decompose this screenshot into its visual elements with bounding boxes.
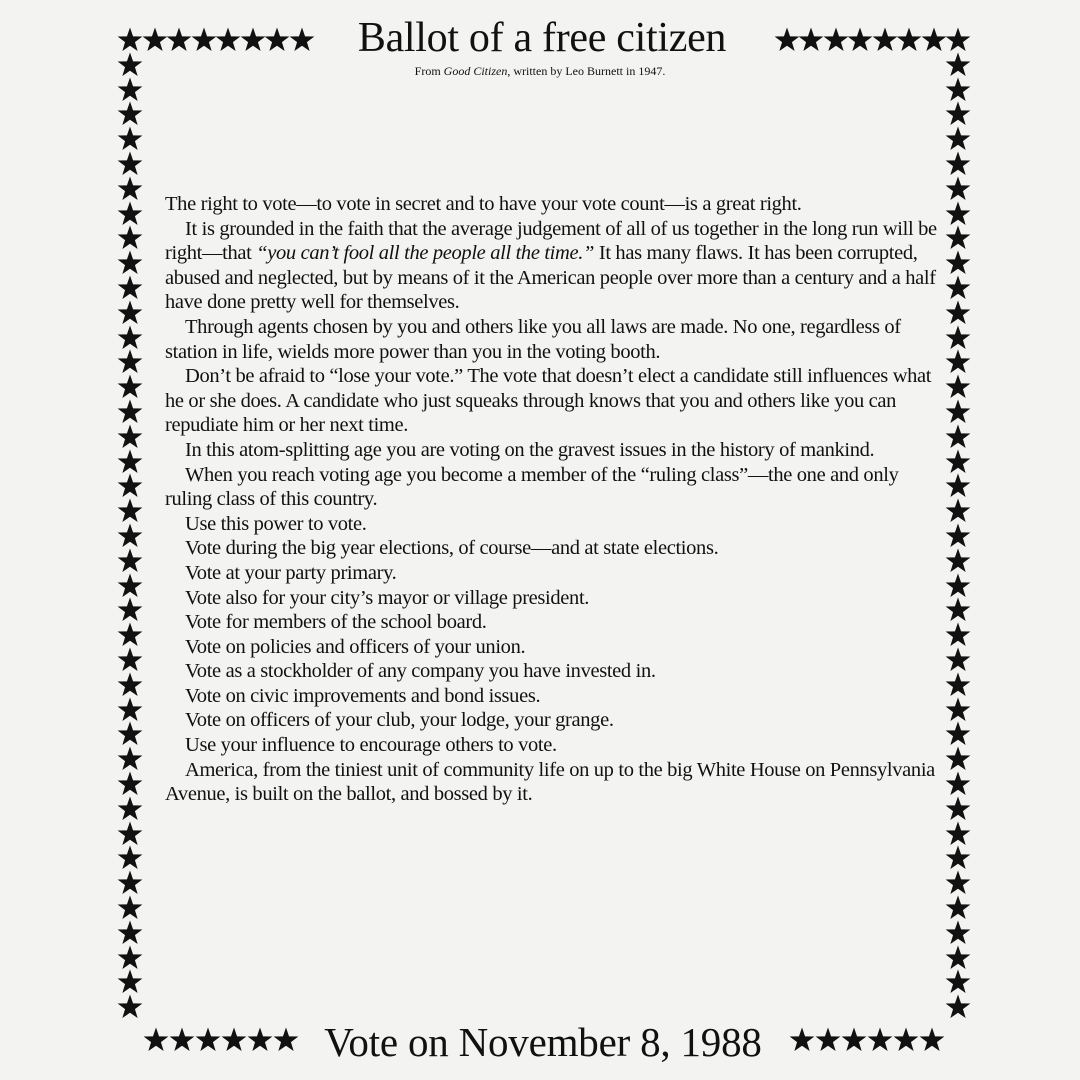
star-icon <box>945 52 971 78</box>
star-icon <box>945 101 971 127</box>
star-icon <box>289 27 315 53</box>
star-icon <box>117 647 143 673</box>
paragraph: When you reach voting age you become a member of the “ruling class”—the one and only ruling class of this country. <box>165 463 899 511</box>
star-icon <box>117 151 143 177</box>
star-icon <box>945 647 971 673</box>
star-icon <box>945 597 971 623</box>
star-icon <box>919 1027 945 1053</box>
star-icon <box>945 746 971 772</box>
star-icon <box>945 945 971 971</box>
star-icon <box>945 126 971 152</box>
star-icon <box>142 27 168 53</box>
paragraph: Use this power to vote. <box>185 512 367 535</box>
paragraph: In this atom-splitting age you are voting on the gravest issues in the history of mankind. <box>185 438 875 461</box>
star-icon <box>823 27 849 53</box>
star-icon <box>117 796 143 822</box>
star-icon <box>264 27 290 53</box>
star-icon <box>945 548 971 574</box>
star-icon <box>945 895 971 921</box>
star-icon <box>117 176 143 202</box>
star-icon <box>945 225 971 251</box>
star-icon <box>117 374 143 400</box>
star-icon <box>945 622 971 648</box>
source-attribution <box>300 63 780 79</box>
footer-date: Vote on November 8, 1988 <box>324 1019 762 1065</box>
star-icon <box>215 27 241 53</box>
star-icon <box>945 498 971 524</box>
star-icon <box>945 920 971 946</box>
star-icon <box>117 250 143 276</box>
star-icon <box>117 697 143 723</box>
source-suffix: , written by Leo Burnett in 1947. <box>507 64 666 78</box>
star-icon <box>945 523 971 549</box>
star-icon <box>867 1027 893 1053</box>
star-icon <box>945 399 971 425</box>
star-icon <box>945 176 971 202</box>
star-icon <box>240 27 266 53</box>
star-icon <box>945 821 971 847</box>
star-icon <box>195 1027 221 1053</box>
star-icon <box>945 796 971 822</box>
star-icon <box>945 870 971 896</box>
star-icon <box>945 672 971 698</box>
star-icon <box>945 300 971 326</box>
star-icon <box>191 27 217 53</box>
star-icon <box>117 77 143 103</box>
star-icon <box>872 27 898 53</box>
star-icon <box>117 225 143 251</box>
star-icon <box>945 151 971 177</box>
star-icon <box>945 275 971 301</box>
star-icon <box>945 201 971 227</box>
paragraph-text: It has many flaws. It has been corrupted, abused and neglected, but by means of it the American people over more than a century and a half have done pretty well for themselves. <box>165 242 936 314</box>
star-icon <box>117 473 143 499</box>
star-icon <box>117 573 143 599</box>
star-icon <box>117 201 143 227</box>
star-icon <box>945 697 971 723</box>
star-icon <box>117 845 143 871</box>
star-icon <box>117 101 143 127</box>
star-icon <box>117 424 143 450</box>
paragraph: Vote at your party primary. <box>185 561 397 584</box>
star-icon <box>774 27 800 53</box>
paragraph <box>165 217 937 315</box>
paragraph: Vote as a stockholder of any company you have invested in. <box>185 660 656 683</box>
paragraph: Vote also for your city’s mayor or village president. <box>185 586 590 609</box>
star-icon <box>945 27 971 53</box>
paragraph: America, from the tiniest unit of community life on up to the big White House on Pennsylvania Avenue, is built on the ballot, and bossed by it. <box>165 758 935 806</box>
paragraph: Through agents chosen by you and others like you all laws are made. No one, regardless of station in life, wields more power than you in the voting booth. <box>165 315 901 363</box>
paragraph: Don’t be afraid to “lose your vote.” The vote that doesn’t elect a candidate still influences what he or she does. A candidate who just squeaks through knows that you and others like you can repudiate him or her next time. <box>165 365 932 437</box>
star-icon <box>921 27 947 53</box>
star-icon <box>117 449 143 475</box>
star-icon <box>221 1027 247 1053</box>
essay-body <box>165 192 937 807</box>
star-icon <box>117 771 143 797</box>
paragraph: Vote on civic improvements and bond issues. <box>185 684 541 707</box>
star-icon <box>117 821 143 847</box>
star-icon <box>945 473 971 499</box>
star-icon <box>117 969 143 995</box>
star-icon <box>945 721 971 747</box>
star-icon <box>117 349 143 375</box>
star-icon <box>117 52 143 78</box>
star-icon <box>945 424 971 450</box>
star-icon <box>117 325 143 351</box>
star-icon <box>117 870 143 896</box>
star-icon <box>117 672 143 698</box>
star-icon <box>945 250 971 276</box>
star-icon <box>117 27 143 53</box>
star-icon <box>945 325 971 351</box>
star-icon <box>847 27 873 53</box>
star-icon <box>789 1027 815 1053</box>
star-icon <box>117 498 143 524</box>
star-icon <box>815 1027 841 1053</box>
star-icon <box>117 275 143 301</box>
star-icon <box>896 27 922 53</box>
paragraph: Vote on officers of your club, your lodge, your grange. <box>185 709 614 732</box>
star-icon <box>893 1027 919 1053</box>
star-icon <box>117 945 143 971</box>
star-icon <box>945 374 971 400</box>
star-icon <box>247 1027 273 1053</box>
paragraph: Vote on policies and officers of your union. <box>185 635 526 658</box>
star-icon <box>169 1027 195 1053</box>
star-icon <box>143 1027 169 1053</box>
star-icon <box>117 399 143 425</box>
star-icon <box>117 126 143 152</box>
star-icon <box>117 523 143 549</box>
star-icon <box>798 27 824 53</box>
star-icon <box>166 27 192 53</box>
star-icon <box>117 721 143 747</box>
star-icon <box>117 597 143 623</box>
star-icon <box>117 300 143 326</box>
star-icon <box>945 845 971 871</box>
source-book-title: Good Citizen <box>443 64 508 78</box>
star-icon <box>117 622 143 648</box>
star-icon <box>117 994 143 1020</box>
paragraph: The right to vote—to vote in secret and to have your vote count—is a great right. <box>165 193 802 215</box>
paragraph: Use your influence to encourage others to vote. <box>185 734 557 757</box>
star-icon <box>945 349 971 375</box>
star-icon <box>945 771 971 797</box>
star-icon <box>945 969 971 995</box>
star-icon <box>117 548 143 574</box>
star-icon <box>117 920 143 946</box>
star-icon <box>841 1027 867 1053</box>
star-icon <box>117 895 143 921</box>
star-icon <box>273 1027 299 1053</box>
paragraph: Vote for members of the school board. <box>185 611 487 634</box>
star-icon <box>945 77 971 103</box>
paragraph: Vote during the big year elections, of course—and at state elections. <box>185 537 719 560</box>
star-icon <box>117 746 143 772</box>
paragraph-text: It is grounded in the faith that the average judgement of all of us together in the long run will be right—that <box>165 217 937 265</box>
star-icon <box>945 994 971 1020</box>
source-prefix: From <box>414 64 444 78</box>
star-icon <box>945 573 971 599</box>
star-icon <box>945 449 971 475</box>
quotation: “you can’t fool all the people all the time.” <box>256 242 595 265</box>
page-title: Ballot of a free citizen <box>357 15 727 61</box>
